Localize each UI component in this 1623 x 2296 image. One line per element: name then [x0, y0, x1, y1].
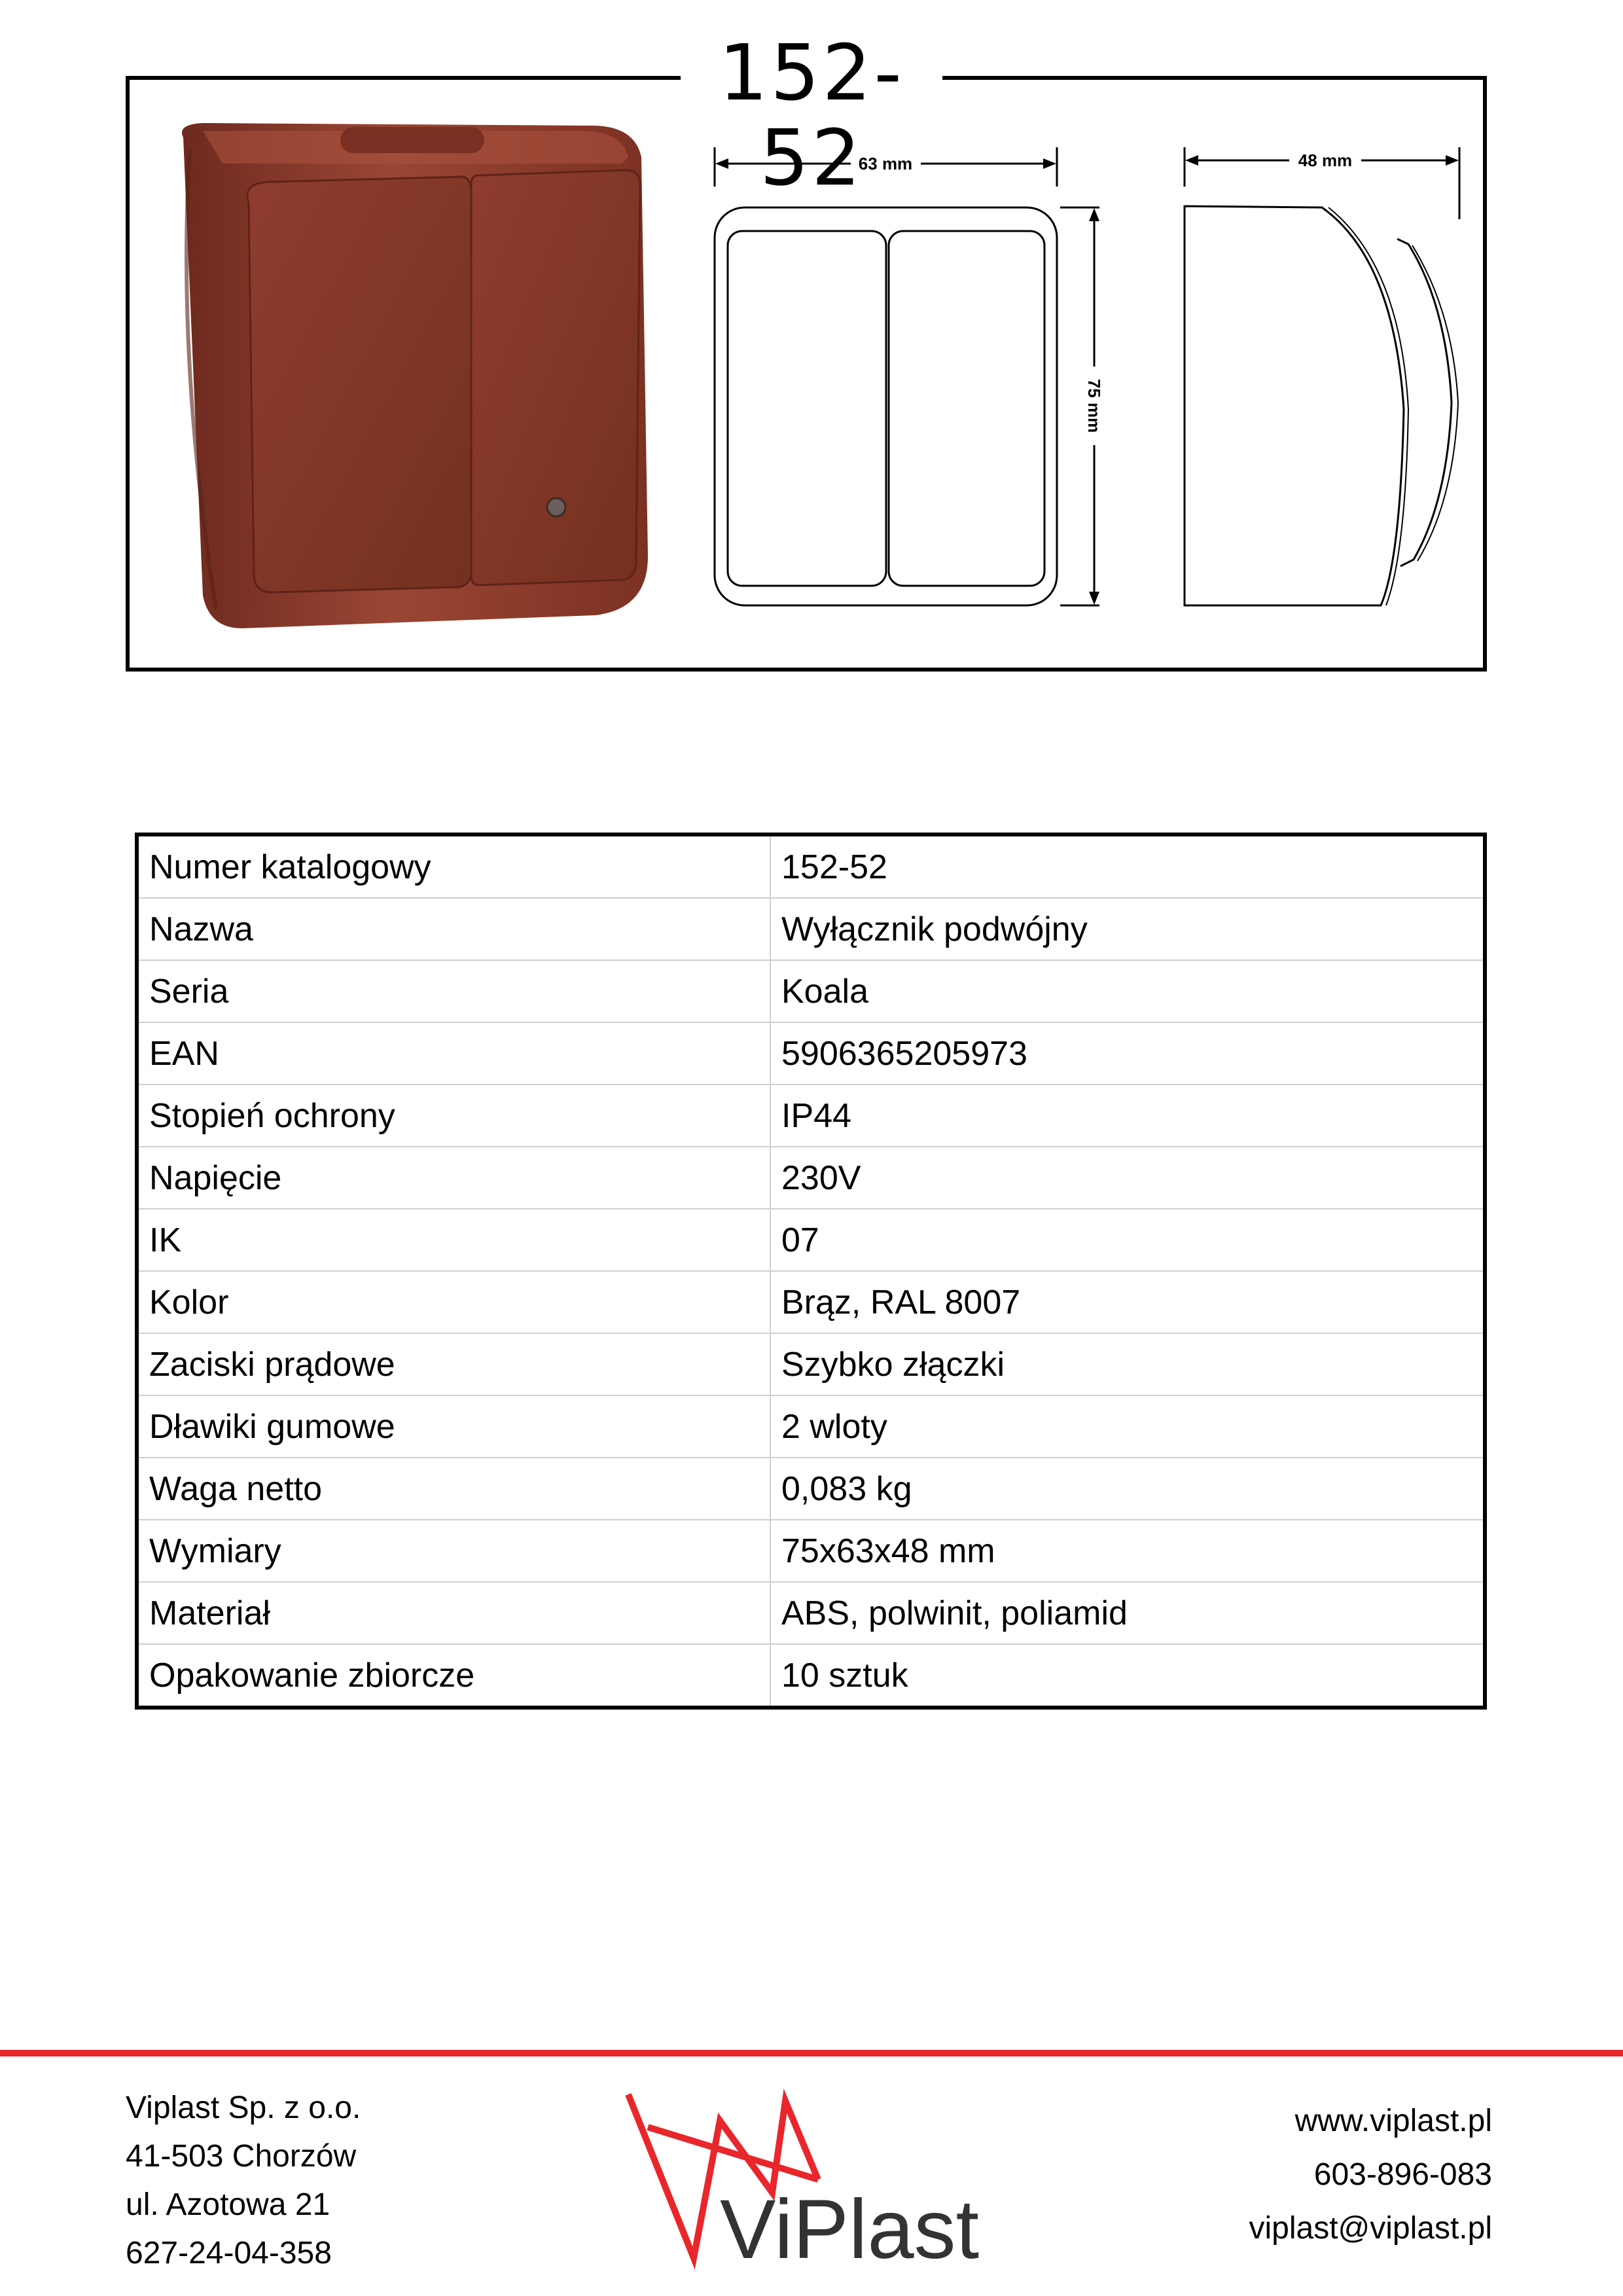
company-address — [126, 2084, 361, 2278]
spec-value: 2 wloty — [770, 1395, 1485, 1458]
table-row — [137, 1458, 1485, 1520]
spec-label: Seria — [137, 960, 770, 1022]
spec-label: Stopień ochrony — [137, 1085, 770, 1147]
spec-label: Numer katalogowy — [137, 834, 770, 898]
company-contact — [1249, 2094, 1492, 2255]
spec-label: Wymiary — [137, 1520, 770, 1582]
model-title: 152-52 — [681, 30, 942, 115]
spec-value: 0,083 kg — [770, 1458, 1485, 1520]
spec-value: 07 — [770, 1209, 1485, 1271]
spec-value: ABS, polwinit, poliamid — [770, 1582, 1485, 1644]
email-link[interactable]: viplast@viplast.pl — [1249, 2211, 1492, 2246]
spec-value: 75x63x48 mm — [770, 1520, 1485, 1582]
footer-divider — [0, 2050, 1623, 2056]
spec-value: Brąz, RAL 8007 — [770, 1271, 1485, 1333]
spec-label: IK — [137, 1209, 770, 1271]
spec-label: Materiał — [137, 1582, 770, 1644]
table-row — [137, 1147, 1485, 1209]
table-row — [137, 1582, 1485, 1644]
width-label: 63 mm — [858, 154, 913, 173]
spec-value: 5906365205973 — [770, 1022, 1485, 1085]
table-row — [137, 1520, 1485, 1582]
side-view-drawing — [1178, 134, 1479, 625]
table-row — [137, 1271, 1485, 1333]
address-line: 41-503 Chorzów — [126, 2139, 357, 2174]
height-label: 75 mm — [1084, 378, 1104, 433]
front-view-drawing — [694, 134, 1126, 625]
table-row — [137, 1395, 1485, 1458]
table-row — [137, 1333, 1485, 1395]
depth-label: 48 mm — [1298, 151, 1353, 170]
spec-value: 230V — [770, 1147, 1485, 1209]
table-row — [137, 834, 1485, 898]
spec-value: Wyłącznik podwójny — [770, 898, 1485, 960]
spec-label: Zaciski prądowe — [137, 1333, 770, 1395]
address-line: Viplast Sp. z o.o. — [126, 2090, 361, 2125]
table-row — [137, 960, 1485, 1022]
table-row — [137, 1209, 1485, 1271]
table-row — [137, 1644, 1485, 1708]
product-photo — [164, 111, 661, 648]
address-line: ul. Azotowa 21 — [126, 2187, 330, 2222]
spec-label: Opakowanie zbiorcze — [137, 1644, 770, 1708]
spec-value: Szybko złączki — [770, 1333, 1485, 1395]
spec-label: EAN — [137, 1022, 770, 1085]
address-line: 627-24-04-358 — [126, 2236, 332, 2270]
spec-value: 10 sztuk — [781, 1656, 908, 1695]
website-link[interactable]: www.viplast.pl — [1294, 2104, 1492, 2138]
table-row — [137, 1022, 1485, 1085]
spec-value: 152-52 — [770, 834, 1485, 898]
phone-number[interactable]: 603-896-083 — [1313, 2157, 1492, 2192]
spec-value: Koala — [770, 960, 1485, 1022]
logo-text: ViPlast — [720, 2183, 980, 2271]
spec-label: Waga netto — [137, 1458, 770, 1520]
specification-table — [135, 833, 1487, 1710]
table-row — [137, 898, 1485, 960]
viplast-logo — [622, 2081, 1001, 2271]
spec-label: Kolor — [137, 1271, 770, 1333]
spec-value: IP44 — [770, 1085, 1485, 1147]
spec-label: Napięcie — [137, 1147, 770, 1209]
table-row — [137, 1085, 1485, 1147]
spec-label: Dławiki gumowe — [137, 1395, 770, 1458]
spec-label: Nazwa — [137, 898, 770, 960]
